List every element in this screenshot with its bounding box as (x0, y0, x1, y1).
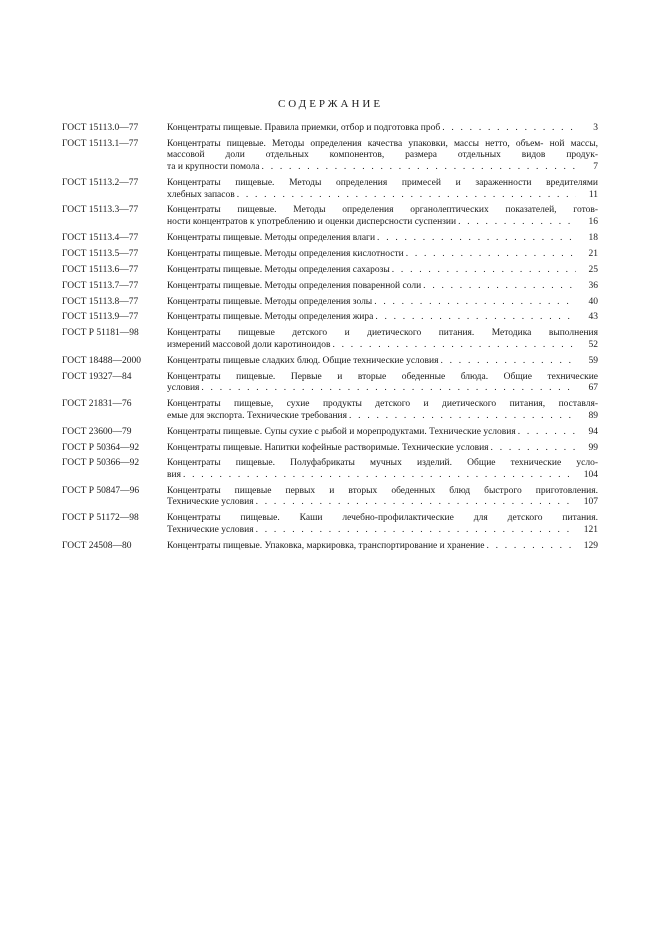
entry-title-text: Концентраты пищевые, сухие продукты детского и диетического питания, поставля- (167, 399, 598, 410)
dot-leader (406, 249, 576, 261)
entry-last-line (167, 123, 598, 135)
entry-title-text: Концентраты пищевые. Методы определения качества упаковки, массы нетто, объем- ной массы, массовой доли отдельных компонентов, размера отдельных видов продук- (167, 138, 598, 161)
entry-last-line (167, 312, 598, 324)
dot-leader (349, 411, 576, 423)
entry-description (167, 123, 598, 135)
entry-title-text: Концентраты пищевые. Методы определения органолептических показателей, готов- (167, 205, 598, 216)
toc-entry (62, 372, 598, 395)
entry-title-end: Концентраты пищевые. Методы определения сахарозы (167, 264, 390, 275)
entry-description (167, 265, 598, 277)
toc-entry (62, 281, 598, 293)
page-number: 59 (588, 355, 598, 366)
standard-code: ГОСТ Р 51181—98 (62, 328, 139, 339)
dot-leader (332, 340, 576, 352)
entry-description (167, 443, 598, 455)
entry-title-text: Концентраты пищевые первых и вторых обеденных блюд быстрого приготовления. (167, 485, 598, 496)
dot-leader (392, 265, 576, 277)
toc-entry (62, 123, 598, 135)
entry-title-end: Концентраты пищевые. Методы определения влаги (167, 232, 376, 243)
dot-leader (458, 217, 576, 229)
page-number: 3 (593, 123, 598, 133)
dot-leader (256, 497, 576, 509)
entry-last-line (167, 233, 598, 245)
standard-code: ГОСТ Р 50366—92 (62, 458, 140, 469)
page-number: 18 (588, 232, 598, 243)
dot-leader (256, 525, 576, 537)
dot-leader (237, 190, 576, 202)
entry-title-text: Концентраты пищевые. Полуфабрикаты мучных изделий. Общие технические усло- (167, 458, 598, 469)
entry-description (167, 233, 598, 245)
entry-description (167, 372, 598, 395)
entry-title-end: ности концентратов к употреблению и оценки дисперсности суспензии (167, 217, 457, 228)
entry-title-text: Концентраты пищевые детского и диетического питания. Методика выполнения (167, 328, 598, 339)
toc-entry (62, 249, 598, 261)
page-number: 94 (588, 426, 598, 437)
page-number: 129 (583, 540, 598, 551)
entry-description (167, 356, 598, 368)
toc-entry (62, 205, 598, 228)
dot-leader (374, 297, 576, 309)
table-of-contents (62, 123, 598, 557)
entry-title-end: Концентраты пищевые. Упаковка, маркировка, транспортирование и хранение (167, 540, 485, 551)
entry-title-end: Концентраты пищевые. Методы определения золы (167, 296, 373, 307)
dot-leader (262, 162, 576, 174)
entry-description (167, 281, 598, 293)
entry-title-text: Концентраты пищевые. Каши лечебно-профилактические для детского питания. (167, 513, 598, 524)
toc-entry (62, 443, 598, 455)
standard-code: ГОСТ 15113.4—77 (62, 232, 139, 243)
toc-entry (62, 233, 598, 245)
dot-leader (486, 541, 576, 553)
dot-leader (518, 427, 576, 439)
entry-description (167, 178, 598, 201)
entry-description (167, 297, 598, 309)
entry-description (167, 249, 598, 261)
standard-code: ГОСТ 21831—76 (62, 399, 132, 410)
toc-entry (62, 427, 598, 439)
dot-leader (201, 383, 576, 395)
page-number: 36 (588, 280, 598, 291)
standard-code: ГОСТ 19327—84 (62, 371, 132, 382)
toc-entry (62, 399, 598, 422)
dot-leader (441, 356, 577, 368)
dot-leader (442, 123, 576, 135)
entry-title-end: хлебных запасов (167, 189, 235, 200)
entry-title-end: Концентраты пищевые. Методы определения кислотности (167, 248, 404, 259)
toc-entry (62, 178, 598, 201)
entry-last-line (167, 297, 598, 309)
entry-title-end: Концентраты пищевые. Супы сухие с рыбой и морепродуктами. Технические условия (167, 426, 516, 437)
page-number: 25 (588, 264, 598, 275)
page-title: СОДЕРЖАНИЕ (277, 98, 384, 110)
entry-description (167, 427, 598, 439)
standard-code: ГОСТ Р 50364—92 (62, 442, 140, 453)
page-number: 89 (588, 410, 598, 421)
standard-code: ГОСТ 18488—2000 (62, 355, 141, 366)
standard-code: ГОСТ 24508—80 (62, 540, 132, 551)
standard-code: ГОСТ 15113.0—77 (62, 123, 139, 133)
toc-entry (62, 139, 598, 174)
entry-title-end: условия (167, 383, 200, 394)
entry-last-line (167, 443, 598, 455)
entry-last-line (167, 356, 598, 368)
standard-code: ГОСТ 15113.9—77 (62, 312, 139, 323)
standard-code: ГОСТ 15113.2—77 (62, 177, 139, 188)
standard-code: ГОСТ 15113.8—77 (62, 296, 139, 307)
entry-description (167, 399, 598, 422)
standard-code: ГОСТ Р 50847—96 (62, 485, 140, 496)
page-number: 16 (588, 217, 598, 228)
entry-last-line (167, 217, 598, 229)
dot-leader (377, 233, 576, 245)
entry-title-end: Концентраты пищевые. Методы определения жира (167, 312, 374, 323)
toc-entry (62, 297, 598, 309)
entry-last-line (167, 411, 598, 423)
entry-description (167, 458, 598, 481)
toc-entry (62, 328, 598, 351)
standard-code: ГОСТ 15113.5—77 (62, 248, 139, 259)
entry-last-line (167, 497, 598, 509)
entry-title-end: Концентраты пищевые сладких блюд. Общие технические условия (167, 355, 439, 366)
entry-description (167, 328, 598, 351)
entry-title-text: Концентраты пищевые. Первые и вторые обеденные блюда. Общие технические (167, 371, 598, 382)
standard-code: ГОСТ 23600—79 (62, 426, 132, 437)
dot-leader (375, 312, 576, 324)
entry-last-line (167, 190, 598, 202)
entry-title-text: Концентраты пищевые. Методы определения примесей и зараженности вредителями (167, 177, 598, 188)
page-number: 11 (588, 189, 598, 200)
entry-description (167, 139, 598, 174)
entry-last-line (167, 340, 598, 352)
page-number: 99 (588, 442, 598, 453)
page-number: 21 (588, 248, 598, 259)
page-number: 121 (583, 524, 598, 535)
entry-title-end: Концентраты пищевые. Правила приемки, отбор и подготовка проб (167, 123, 441, 133)
entry-title-end: измерений массовой доли каротиноидов (167, 339, 331, 350)
entry-description (167, 312, 598, 324)
dot-leader (423, 281, 576, 293)
entry-last-line (167, 427, 598, 439)
entry-description (167, 541, 598, 553)
dot-leader (491, 443, 576, 455)
entry-title-end: вия (167, 470, 181, 480)
entry-title-end: емые для экспорта. Технические требования (167, 410, 348, 421)
entry-description (167, 486, 598, 509)
standard-code: ГОСТ 15113.6—77 (62, 264, 139, 275)
dot-leader (183, 470, 576, 482)
entry-title-end: та и крупности помола (167, 162, 260, 173)
entry-last-line (167, 541, 598, 553)
entry-title-end: Технические условия (167, 497, 254, 508)
standard-code: ГОСТ 15113.1—77 (62, 138, 139, 149)
entry-last-line (167, 249, 598, 261)
toc-entry (62, 312, 598, 324)
entry-title-end: Технические условия (167, 524, 254, 535)
entry-last-line (167, 281, 598, 293)
standard-code: ГОСТ 15113.7—77 (62, 280, 139, 291)
toc-entry (62, 513, 598, 536)
entry-description (167, 205, 598, 228)
page-number: 104 (583, 470, 598, 480)
entry-last-line (167, 525, 598, 537)
entry-title-end: Концентраты пищевые. Методы определения поваренной соли (167, 280, 422, 291)
entry-last-line (167, 162, 598, 174)
page-number: 52 (588, 339, 598, 350)
page-number: 40 (588, 296, 598, 307)
toc-entry (62, 265, 598, 277)
page-number: 67 (588, 383, 598, 394)
entry-last-line (167, 265, 598, 277)
entry-last-line (167, 470, 598, 482)
entry-last-line (167, 383, 598, 395)
entry-title-end: Концентраты пищевые. Напитки кофейные растворимые. Технические условия (167, 442, 489, 453)
toc-entry (62, 458, 598, 481)
toc-entry (62, 486, 598, 509)
standard-code: ГОСТ Р 51172—98 (62, 513, 139, 524)
entry-description (167, 513, 598, 536)
page-number: 7 (593, 162, 598, 173)
toc-entry (62, 541, 598, 553)
page-number: 43 (588, 312, 598, 323)
page-number: 107 (583, 497, 598, 508)
standard-code: ГОСТ 15113.3—77 (62, 205, 139, 216)
toc-entry (62, 356, 598, 368)
